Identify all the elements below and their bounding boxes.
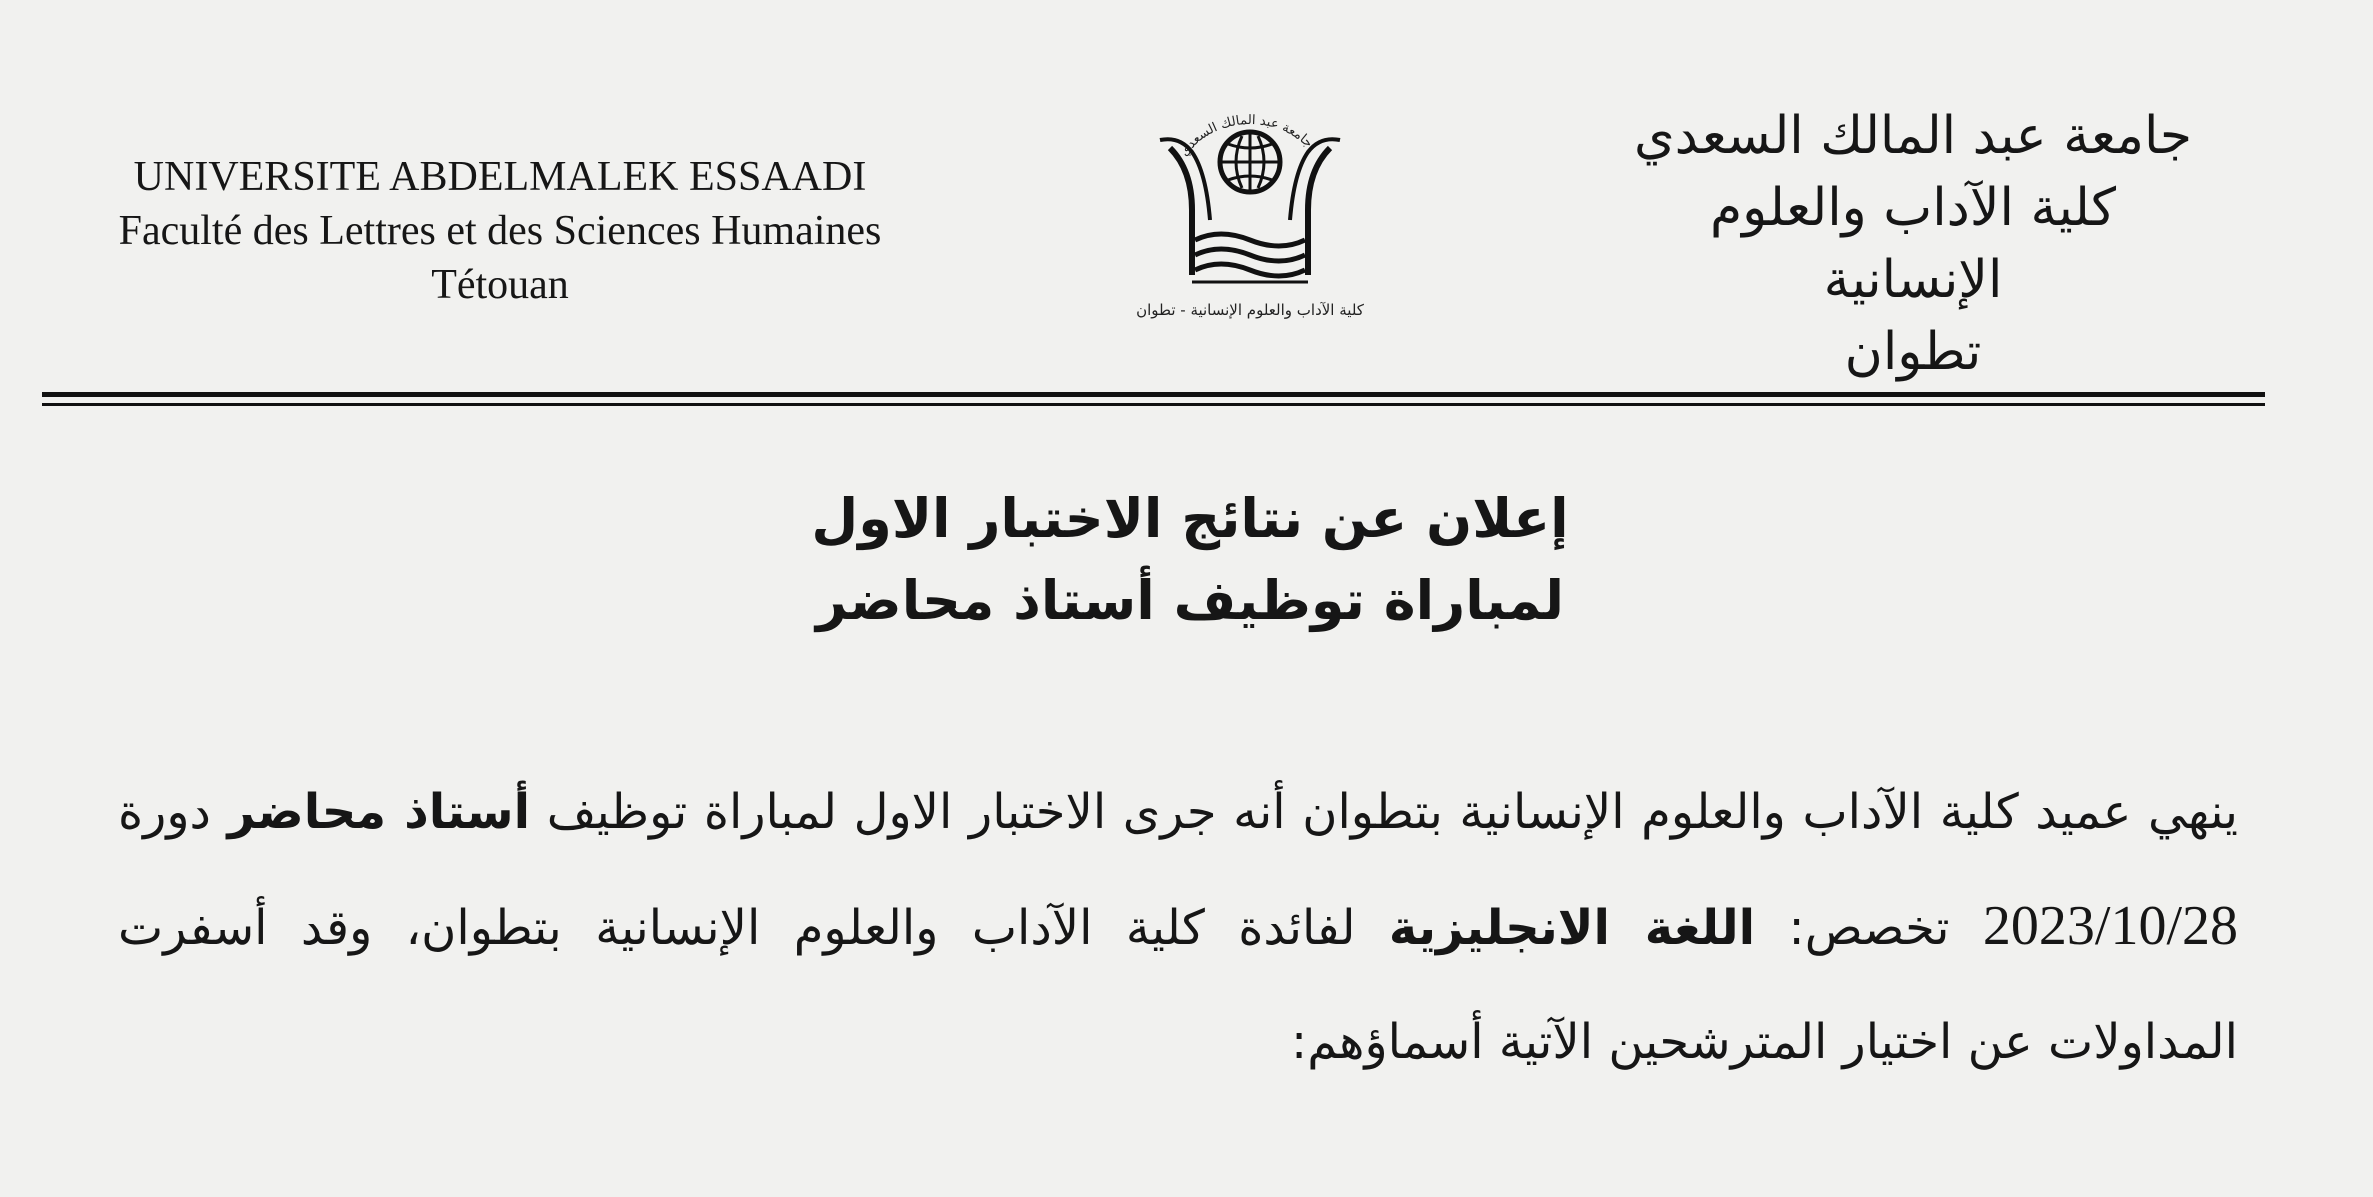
body-specialty-label: تخصص:: [1788, 900, 1950, 956]
faculty-name-ar: كلية الآداب والعلوم الإنسانية: [1709, 178, 2117, 310]
emblem-arc-text: جامعة عبد المالك السعدي: [1176, 113, 1316, 160]
university-name-ar: جامعة عبد المالك السعدي: [1633, 106, 2193, 166]
header-french: [60, 150, 940, 312]
header-divider-thin: [42, 403, 2265, 406]
announcement-body: [118, 755, 2238, 1099]
body-closing: لفائدة كلية الآداب والعلوم الإنسانية بتطوان، وقد أسفرت المداولات عن اختيار المترشحين الآتية أسماؤهم:: [118, 900, 2238, 1070]
faculty-name-fr: Faculté des Lettres et des Sciences Humaines: [118, 208, 882, 254]
university-name-fr: UNIVERSITE ABDELMALEK ESSAADI: [133, 154, 867, 200]
header-divider-thick: [42, 392, 2265, 397]
university-emblem-icon: [1080, 100, 1420, 330]
body-specialty: اللغة الانجليزية: [1388, 900, 1756, 956]
title-line-2: لمباراة توظيف أستاذ محاضر: [815, 569, 1565, 632]
body-date: 2023/10/28: [1982, 895, 2239, 957]
body-intro: ينهي عميد كلية الآداب والعلوم الإنسانية بتطوان أنه جرى الاختبار الاول لمباراة توظيف: [546, 784, 2238, 840]
announcement-title: [600, 478, 1780, 642]
title-line-1: إعلان عن نتائج الاختبار الاول: [811, 487, 1569, 550]
city-name-ar: تطوان: [1844, 322, 1982, 382]
body-session-label: دورة: [118, 784, 211, 840]
city-name-fr: Tétouan: [431, 262, 569, 308]
body-position: أستاذ محاضر: [227, 784, 531, 840]
header-arabic: [1623, 100, 2203, 388]
emblem-caption: كلية الآداب والعلوم الإنسانية - تطوان: [1136, 301, 1364, 319]
